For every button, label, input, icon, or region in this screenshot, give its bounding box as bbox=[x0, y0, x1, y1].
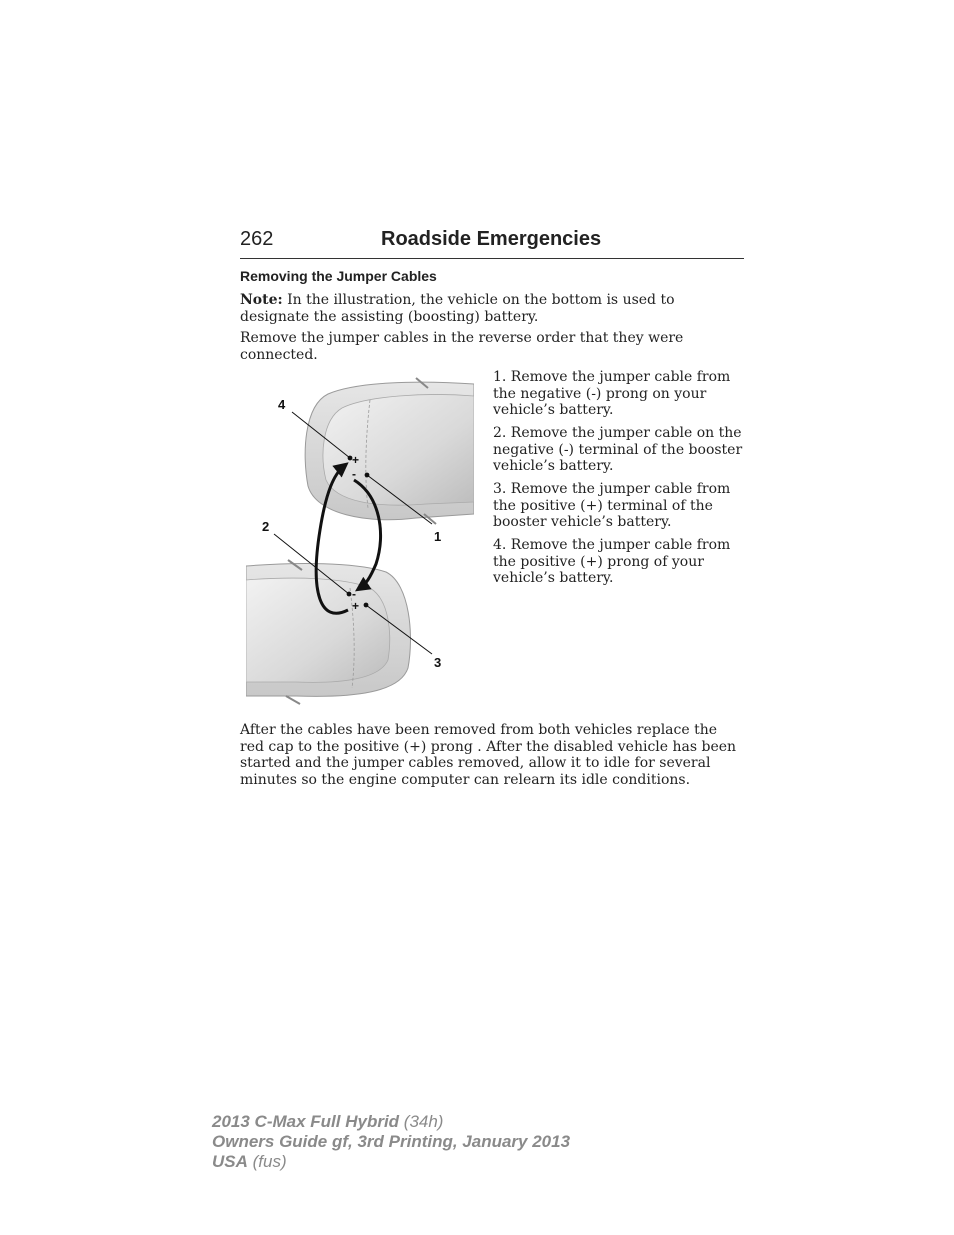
bottom-negative-sign: - bbox=[352, 587, 356, 601]
intro-paragraph: Remove the jumper cables in the reverse order that they were connected. bbox=[240, 330, 684, 363]
cars-diagram bbox=[246, 374, 474, 708]
footer-line-1: 2013 C-Max Full Hybrid (34h) bbox=[212, 1112, 444, 1131]
subheading: Removing the Jumper Cables bbox=[240, 268, 437, 284]
note-paragraph bbox=[240, 292, 744, 325]
footer-line-3: USA (fus) bbox=[212, 1152, 287, 1171]
closing-paragraph: After the cables have been removed from both vehicles replace the red cap to the positive (+) prong . After the disabled vehicle has been started and the jumper cables removed, allow it to idle for several minutes so the engine computer can relearn its idle conditions. bbox=[240, 722, 737, 788]
bottom-car bbox=[246, 560, 410, 704]
section-title: Roadside Emergencies bbox=[381, 228, 602, 250]
jumper-cable-illustration bbox=[246, 374, 474, 708]
callout-4: 4 bbox=[278, 397, 286, 412]
step-1: 1. Remove the jumper cable from the negative (-) prong on your vehicle’s battery. bbox=[493, 369, 731, 418]
bottom-positive-sign: + bbox=[352, 599, 360, 613]
callout-3: 3 bbox=[434, 655, 442, 670]
top-car bbox=[305, 378, 474, 524]
step-4: 4. Remove the jumper cable from the positive (+) prong of your vehicle’s battery. bbox=[493, 537, 731, 586]
page-header bbox=[240, 228, 744, 259]
step-2: 2. Remove the jumper cable on the negative (-) terminal of the booster vehicle’s battery. bbox=[493, 425, 743, 474]
note-text: In the illustration, the vehicle on the bottom is used to designate the assisting (boosting) battery. bbox=[240, 292, 675, 325]
page-footer bbox=[212, 1112, 570, 1172]
top-negative-sign: - bbox=[352, 467, 356, 481]
page-number: 262 bbox=[240, 228, 274, 250]
removal-steps bbox=[493, 369, 743, 593]
note-label: Note: bbox=[240, 292, 283, 308]
footer-line-2: Owners Guide gf, 3rd Printing, January 2013 bbox=[212, 1132, 571, 1151]
step-3: 3. Remove the jumper cable from the positive (+) terminal of the booster vehicle’s battery. bbox=[493, 481, 731, 530]
callout-2: 2 bbox=[262, 519, 270, 534]
top-positive-sign: + bbox=[352, 453, 360, 467]
callout-1: 1 bbox=[434, 529, 442, 544]
